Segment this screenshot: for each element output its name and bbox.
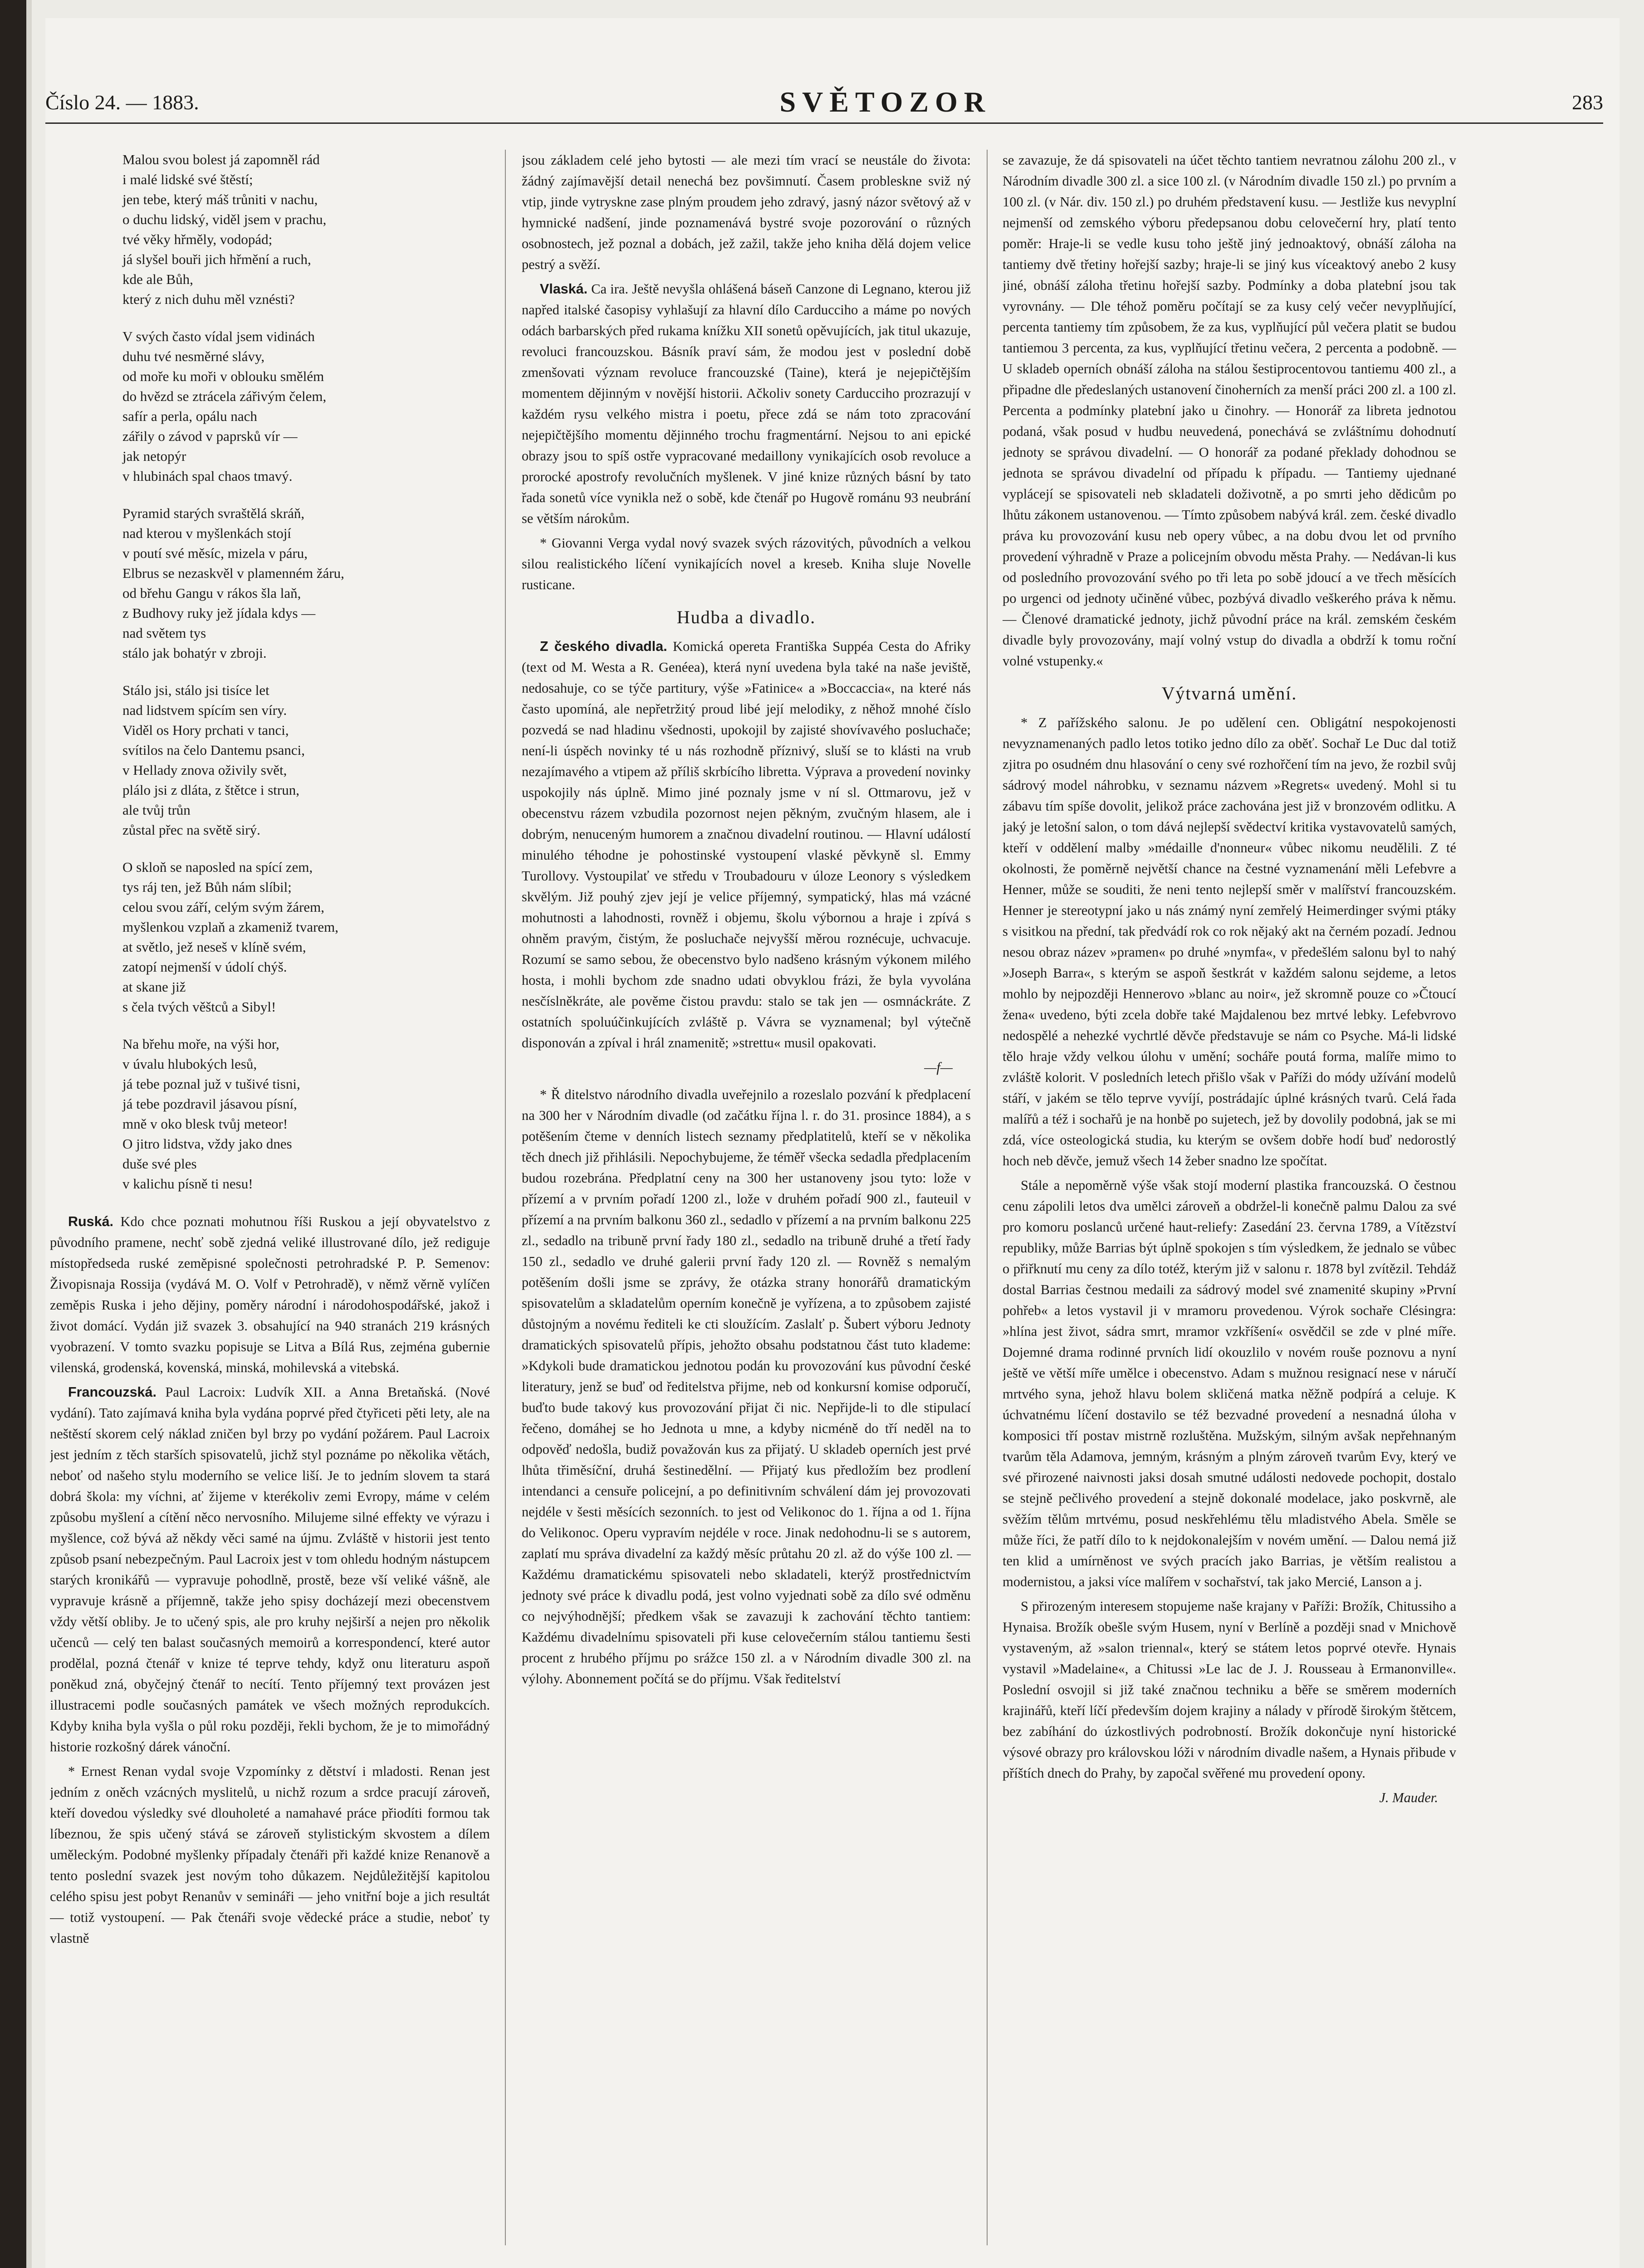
- article-paragraph: * Giovanni Verga vydal nový svazek svých rázovitých, původních a velkou silou realistického líčení vynikajících novel a kreseb. Kniha sluje Novelle rusticane.: [522, 535, 971, 592]
- article-lead: Ruská.: [68, 1214, 114, 1229]
- page-number: 283: [1572, 90, 1603, 114]
- poem-stanza: Stálo jsi, stálo jsi tisíce let nad lidstvem spícím sen víry. Viděl os Hory prchati v tanci, svítilos na čelo Dantemu psanci, v Hellady znova oživily svět, plálo jsi z dláta, z štětce i strun, ale tvůj trůn zůstal přec na světě sirý.: [122, 682, 305, 838]
- article-paragraph: se zavazuje, že dá spisovateli na účet těchto tantiem nevratnou zálohu 200 zl., v Národním divadle 300 zl. a sice 100 zl. (v Národním divadle 150 zl.) po prvním a 100 zl. (v Nár. div. 150 zl.) po druhém představení kusu. — Jestliže kus nevyplní nejmenší od zemského výboru předepsanou dobu celovečerní hry, platí tento poměr: Hraje-li se vedle kusu toho ještě jiný jednoaktový, obnáší záloha na tantiemy dvě třetiny hořejší sazby; hraje-li se jiný kus víceaktový anebo 2 kusy jiné, obnáší záloha třetinu hořejší sazby. Podmínky a doba platební jsou tak vyrovnány. — Dle téhož poměru počítají se za kusy celý večer nevyplňující, percenta tantiemy tím způsobem, že za kus, vyplňující půl večera platit se budou tantiemou 3 percenta, za kus, vyplňující třetinu večera, 2 percenta a podobně. — U skladeb operních obnáší záloha na stálou šestiprocentovou tantiemu 400 zl., a připadne dle předeslaných ustanovení činoherních za menší práci 200 zl. a 100 zl. Percenta a podmínky platební jako u činohry. — Honorář za libreta jednotou podaná, však posud v hudbu neuvedená, ponechává se zvláštnímu dohodnutí jednoty se správou divadelní. — O honorář za podané překlady dohodnou se jednota se správou divadelní od případu k případu. — Tantiemy ujednané vyplácejí se spisovateli neb skladateli doživotně, a po smrti jeho dědicům po lhůtu zákonem ustanovenou. — Tímto způsobem nabývá král. zem. české divadlo práva ku provozování kusu neb opery vůbec, a na dobu dvou let od prvního provedení výhradně v Praze a policejním obvodu města Prahy. — Nedávan-li kus od posledního provozování svého po tři leta po sobě jdoucí a ve třech měsících po urgenci od jednoty učiněné vůbec, pozbývá divadlo veškerého práva k němu. — Členové dramatické jednoty, jichž původní práce na král. zemském českém divadle byly provozovány, mají volný vstup do divadla a obdrží k tomu roční volné vstupenky.«: [1003, 152, 1456, 669]
- poem-stanza: Pyramid starých svraštělá skráň, nad kterou v myšlenkách stojí v poutí své měsíc, mizela v páru, Elbrus se nezaskvěl v plamenném žáru, od břehu Gangu v rákos šla laň, z Budhovy ruky jež jídala kdys — nad světem tys stálo jak bohatýr v zbroji.: [122, 505, 344, 661]
- issue-number: Číslo 24. — 1883.: [45, 90, 199, 114]
- article-lead: Vlaská.: [540, 281, 588, 297]
- article-text: Paul Lacroix: Ludvík XII. a Anna Bretaňská. (Nové vydání). Tato zajímavá kniha byla vydána poprvé před čtyřiceti pěti lety, ale na neštěstí skorem celý náklad zničen byl brzy po vydání požárem. Paul Lacroix jest jedním z těch starších spisovatelů, jichž styl poznáme po několika větách, neboť od našeho stylu moderního se velice liší. Je to jedním slovem ta stará dobrá škola: my víchni, ať žijeme v kterékoliv zemi Evropy, máme v celém způsobu myšlení a cítění něco nervosního. Milujeme silné effekty ve výrazu i myšlence, což bývá až někdy věci samé na újmu. Zvláště v historii jest tento způsob psaní nebezpečným. Paul Lacroix jest v tom ohledu hodným nástupcem starých kronikářů — vypravuje pohodlně, prostě, beze vší veliké vášně, ale vypravuje krásně a příjemně, takže jeho spisy docházejí mezi obecenstvem vždy větší obliby. Je to učený spis, ale pro kruhy nejširší a nejen pro několik učenců — celý ten balast současných memoirů a korrespondencí, které autor prodělal, pozná čtenář v knize té teprve tehdy, když onu literaturu aspoň poněkud zná, obyčejný čtenář to necítí. Tento příjemný text provázen jest illustracemi podle současných památek ve všech možných reprodukcích. Kdyby kniha byla vyšla o půl roku později, řekli bychom, že je to mimořádný historie rozkošný dárek vánoční.: [50, 1384, 490, 1755]
- article-text: Ca ira. Ještě nevyšla ohlášená báseň Canzone di Legnano, kterou již napřed italské časopisy vyhlašují za hlavní dílo Carducciho a máme po nových odách barbarských před rukama knížku XII sonetů opěvujících, jak titul ukazuje, revoluci francouzskou. Básník praví sám, že modou jest v poslední době zmenšovati význam revoluce francouzské (Taine), která je nejepičtějším momentem dějinným v novější historii. Ačkoliv sonety Carducciho prozrazují v každém rysu velkého mistra i poetu, přece zdá se nám toto zpracování nejepičtějšího momentu dějinného trochu fragmentární. Nejsou to ani epické obrazy jsou to spíš ostře vypracované medaillony vynikajících osob revoluce a prorocké apostrofy revolučních myšlenek. V jiné knize různých básní by tato řada sonetů více vynikla než o sobě, kde čtenář po Hugově románu 93 neubrání se větším nárokům.: [522, 281, 971, 526]
- author-signature: J. Mauder.: [1379, 1790, 1438, 1805]
- article-paragraph: [50, 1382, 490, 1757]
- article-paragraph: jsou základem celé jeho bytosti — ale mezi tím vrací se neustále do života: žádný zajímavější detail nenechá bez povšimnutí. Časem probleskne sviž ný vtip, jinde vytryskne zase plným proudem jeho zdravý, jasný názor světový až v hymnické nadšení, jinde poznamenává bystré svoje pozorování o různých osobnostech, jež poznal a dobách, jež zažil, takže jeho kniha dělá dojem velice pestrý a svěží.: [522, 152, 971, 272]
- page-header: [45, 82, 1603, 124]
- article-paragraph: [50, 1211, 490, 1378]
- column-2: [522, 150, 971, 2263]
- column-divider: [987, 150, 988, 2245]
- article-lead: Francouzská.: [68, 1384, 157, 1400]
- poem-stanza: V svých často vídal jsem vidinách duhu tvé nesměrné slávy, od moře ku moři v oblouku smělém do hvězd se ztrácela zářivým čelem, safír a perla, opálu nach zářily o závod v paprsků vír — jak netopýr v hlubinách spal chaos tmavý.: [122, 328, 327, 484]
- article-text: Kdo chce poznati mohutnou říši Ruskou a její obyvatelstvo z původního pramene, nechť sobě zjedná veliké illustrované dílo, jež rediguje místopředseda ruské zeměpisné společnosti petrohradské P. P. Semenov: Živopisnaja Rossija (vydává M. O. Volf v Petrohradě), v němž věrně vylíčen zeměpis Ruska i jeho dějiny, poměry národní i národohospodářské, jakož i život domácí. Vydán již svazek 3. obsahující na 940 stranách 219 krásných vyobrazení. V tomto svazku popisuje se Litva a Bílá Rus, zejména gubernie vilenská, grodenská, kovenská, minská, mohilevská a vitebská.: [50, 1214, 490, 1375]
- poem-stanza: Malou svou bolest já zapomněl rád i malé lidské své štěstí; jen tebe, který máš trůniti v nachu, o duchu lidský, viděl jsem v prachu, tvé věky hřměly, vodopád; já slyšel bouři jich hřmění a ruch, kde ale Bůh, který z nich duhu měl vznésti?: [122, 152, 327, 307]
- column-1: [50, 150, 490, 2263]
- article-paragraph: [522, 636, 971, 1053]
- article-paragraph: Stále a nepoměrně výše však stojí moderní plastika francouzská. O čestnou cenu zápolili letos dva umělci zároveň a obdržel-li konečně palmu Dalou za své pro komoru poslanců určené haut-reliefy: Zasedání 23. června 1789, a Vítězství republiky, může Barrias být úplně spokojen s tím výsledkem, že jednalo se vůbec o přiřknutí mu ceny za dílo totéž, kterým již v salonu r. 1878 byl zvítězil. Tehdáž dostal Barrias čestnou medaili za sádrový model své znamenité skupiny »První pohřeb« a letos vystavil ji v mramoru provedenou. Výrok sochaře Clésingra: »hlína jest život, sádra smrt, mramor vzkříšení« osvědčil se zde v plné míře. Dojemné drama rodinné prvních lidí okouzlilo v novém rouše poznovu a nyní ještě ve větší míře umělce i obecenstvo. Adam s mužnou resignací nese v náručí mrtvého syna, jehož hlavu bolem skličená matka něžně podpírá a celuje. K úchvatnému líčení dostavilo se též bezvadné provedení a nesnadná úloha v komposici tří postav mistrně rozluštěna. Mužským, silným avšak nepřehnaným tvarům těla Adamova, jemným, krásným a plným zároveň tvarům Evy, který ve své přirozené naivnosti jaksi dosah smutné události nedovede pochopit, dostalo se stejně pečlivého provedení a stejně dokonalé modelace, jako poskvrně, ale svěžím tělům mrtvému, posud neskřehlému tělu mladistvého Abela. Směle se může říci, že patří dílo to k nejdokonalejším v novém umění. — Dalou nemá již ten klid a umírněnost ve svých pracích jako Barrias, je větším realistou a modernistou, a jaksi více malířem v sochařství, tak jako Mercié, Lanson a j.: [1003, 1178, 1456, 1589]
- poem-stanza: Na břehu moře, na výši hor, v úvalu hlubokých lesů, já tebe poznal juž v tušivé tisni, já tebe pozdravil jásavou písní, mně v oko blesk tvůj meteor! O jitro lidstva, vždy jako dnes duše své ples v kalichu písně ti nesu!: [122, 1036, 300, 1192]
- masthead-title: SVĚTOZOR: [779, 86, 992, 118]
- section-heading: Hudba a divadlo.: [676, 607, 816, 627]
- article-paragraph: * Z pařížského salonu. Je po udělení cen. Obligátní nespokojenosti nevyznamenaných padlo letos totiko jedno dílo za oběť. Sochař Le Duc dal totiž zjitra po osudném dnu hlasování o ceny své rozhořčení tím na jevo, že rozbil svůj sádrový model náhrobku, v seznamu názvem »Regrets« uvedený. Mohl si tu zábavu tím spíše dovolit, jelikož práce zachována jest již v bronzovém odlitku. A jaký je letošní salon, o tom dává nejlepší svědectví kritika vystavovatelů samých, kteří v oddělení malby »médaille d'nonneur« vůbec nikomu neudělili. Z té okolnosti, že poměrně největší chance na čestné vyznamenání měli Lefebvre a Henner, může se souditi, že neni tento nejlepší směr v malířství francouzském. Henner je stereotypní jako u nás známý nyní zemřelý Heimerdinger svými ptáky s visitkou na přední, tak předvádí rok co rok nějaký akt na černém pozadí. Jednou nesou obraz název »pramen« po druhé »nymfa«, v předešlém salonu byl to nahý »Joseph Barra«, s kterým se aspoň šestkrát v každém salonu sejdeme, a letos mohlo by nejpozději Hennerovo »blanc au noir«, jež skromně pouze co »Čtoucí žena« uvedeno, býti zcela dobře také Majdalenou bez mrtvé lebky. Lefebvrovo nedospělé a nehezké vychrtlé děvče představuje se nám co Psyche. Má-li lidské tělo hraje vždy velkou úlohu v umění; socháře poutá forma, malíře mimo to zvláště kolorit. V posledních letech přišlo však v Paříži do módy užívání modelů stáří, v jakém se tělo teprve vyvíjí, postrádajíc úplné krásných tvarů. Celá řada malířů a též i sochařů je na honbě po sujetech, jež by dovolily podobná, jak se mi zdá, více osteologická studia, ku kterým se ovšem dobře hodí buď nedorostlý hoch neb děvče, jemuž všech 14 žeber snadno lze spočítat.: [1003, 715, 1456, 1168]
- page-binding-shadow: [26, 0, 32, 2268]
- poem-stanza: O skloň se naposled na spící zem, tys ráj ten, jež Bůh nám slíbil; celou svou září, celým svým žárem, myšlenkou vzplaň a zkameniž tvarem, at světlo, jež neseš v klíně svém, zatopí nejmenší v údolí chýš. at skane již s čela tvých věštců a Sibyl!: [122, 859, 339, 1015]
- column-divider: [505, 150, 506, 2245]
- article-text: Komická opereta Františka Suppéa Cesta do Afriky (text od M. Westa a R. Genéea), která nyní uvedena byla také na naše jeviště, nedosahuje, co se týče partitury, výše »Fatinice« a »Boccaccia«, na které nás často upomíná, ale nepřetržitý proud libé její melodiky, z něhož mnohé číslo pozvedá se nad hladinu všednosti, upokojil by zajisté shovívavého posluchače; není-li úspěch novinky té u nás rozhodně příznivý, sluší se to klásti na vrub nezajímavého a vtipem až příliš skrbícího libretta. Výprava a provedení novinky uspokojily nás úplně. Mimo jiné poznaly jsme v ní sl. Ottmarovu, jež v obecenstvu rázem vzbudila pozornost nejen pěkným, zvučným hlasem, ale i dobrým, nenuceným humorem a značnou divadelní routinou. — Hlavní událostí minulého téhodne je pohostinské vystoupení vlaské pěvkyně sl. Emmy Turollovy. Vystoupilať ve středu v Troubadouru v úloze Leonory s výsledkem skvělým. Již pouhý zjev její je velice příjemný, sympatický, hlas má vzácné mohutnosti a lahodnosti, rovněž i objemu, školu výbornou a hraje i zpívá s ohněm pravým, čistým, že posluchače nejvyšší měrou roznécuje, uchvacuje. Rozumí se samo sebou, že obecenstvo bylo nadšeno krásným výkonem milého hosta, i mohli bychom zde snadno udati obvyklou frázi, že byla vyvolána nesčíslněkráte, ale pověme čistou pravdu: stalo se tak jen — osmnáckráte. Z ostatních spoluúčinkujících zvláště p. Vávra se vyznamenal; byl výtečně disponován a zpíval i hrál znamenitě; »strettu« musil opakovati.: [522, 639, 971, 1051]
- article-paragraph: * Ernest Renan vydal svoje Vzpomínky z dětství i mladosti. Renan jest jedním z oněch vzácných myslitelů, u nichž rozum a srdce pracují zároveň, kteří dovedou výsledky své dlouholeté a namahavé práce přiodíti formou tak líbeznou, že spis učený stává se zároveň stylistickým skvostem a dílem uměleckým. Podobné myšlenky případaly čtenáři při každé knize Renanově a tento poslední svazek jest novým toho důkazem. Nejdůležitější kapitolou celého spisu jest pobyt Renanův v semináři — jeho vnitřní boje a jich resultát — totiž vystoupení. — Pak čtenáři svoje vědecké práce a studie, neboť ty vlastně: [50, 1764, 490, 1946]
- article-paragraph: [522, 279, 971, 529]
- article-paragraph: * Ř ditelstvo národního divadla uveřejnilo a rozeslalo pozvání k předplacení na 300 her v Národním divadle (od začátku října l. r. do 31. prosince 1884), a s potěšením čteme v denních listech seznamy předplatitelů, kteří se v několika těch dnech již přihlásili. Nepochybujeme, že téměř všecka sedadla předplacením budou rozebrána. Předplatní ceny na 300 her ustanoveny jsou tyto: lože v přízemí a v prvním pořadí 1200 zl., lože v druhém pořadí 900 zl., fauteuil v přízemí a na prvním balkonu 360 zl., sedadlo v přízemí a na prvním balkonu 225 zl., sedadlo na tribuně první řady 180 zl., sedadlo na tribuně druhé a třetí řady 150 zl., sedadlo ve druhé galerii první řady 120 zl. — Rovněž s nemalým potěšením došli jsme se zprávy, že otázka strany honorářů dramatickým spisovatelům a skladatelům operním konečně je vyřízena, a to způsobem zajisté důstojným a novému řediteli ke cti sloužícím. Zaslalť p. Šubert výboru Jednoty dramatických spisovatelů přípis, jehožto obsahu podstatnou část tuto klademe: »Kdykoli bude dramatickou jednotou podán ku provozování kus původní české literatury, jenž se buď od ředitelstva přijme, neb od konkursní komise odporučí, buďto bude takový kus provozování přijat či nic. Nepřijde-li to dle stipulací řečeno, domáhej se ho Jednota u mne, a kdyby nicméně do tří neděl na to odpověď nedošla, budiž považován kus za přijatý. U skladeb operních jest prvé lhůta třiměsíční, druhá šestinedělní. — Přijatý kus předložím bez prodlení intendanci a censuře policejní, a po definitivním schválení dám jej provozovati nejdéle v šesti měsících sezonních. to jest od Velikonoc do 1. října a od 1. října do Velikonoc. Operu vypravím nejdéle v roce. Jinak nedohodnu-li se s autorem, zaplatí mu správa divadelní za každý měsíc průtahu 20 zl. až do výše 100 zl. — Každému dramatickému spisovateli nebo skladateli, kterýž prostřednictvím jednoty své práce k divadlu podá, jest volno vyjednati sobě za dílo své odměnu co nejvýhodnější; předkem však se zavazuji k zachování těchto tantiem: Každému divadelnímu spisovateli při kuse celovečerním stálou tantiemu šesti procent z hrubého příjmu po srážce 150 zl. a v Národním divadle 300 zl. na výlohy. Abonnement počítá se do příjmu. Však ředitelství: [522, 1087, 971, 1686]
- author-signature: —f—: [924, 1060, 953, 1075]
- column-3: [1003, 150, 1456, 2263]
- page-binding-edge: [0, 0, 26, 2268]
- article-lead: Z českého divadla.: [540, 639, 667, 654]
- poem: [122, 150, 490, 1194]
- section-heading: Výtvarná umění.: [1161, 683, 1297, 704]
- article-paragraph: S přirozeným interesem stopujeme naše krajany v Paříži: Brožík, Chitussiho a Hynaisa. Brožík obešle svým Husem, nyní v Berlíně a později snad v Mnichově vystaveným, až »salon triennal«, který se státem letos poprvé otevře. Hynais vystavil »Madelaine«, a Chitussi »Le lac de J. J. Rousseau à Ermanonville«. Poslední osvojil si již také značnou techniku a běře se směrem moderních krajinářů, kteří líčí především dojem krajiny a nálady v přírodě širokým štětcem, bez zabíhání do úzkostlivých podrobností. Brožík dokončuje nyní historické výsové obrazy pro královskou lóži v národním divadle našem, a Hynais přibude v příštích dnech do Prahy, by započal svěřené mu provedení opony.: [1003, 1598, 1456, 1781]
